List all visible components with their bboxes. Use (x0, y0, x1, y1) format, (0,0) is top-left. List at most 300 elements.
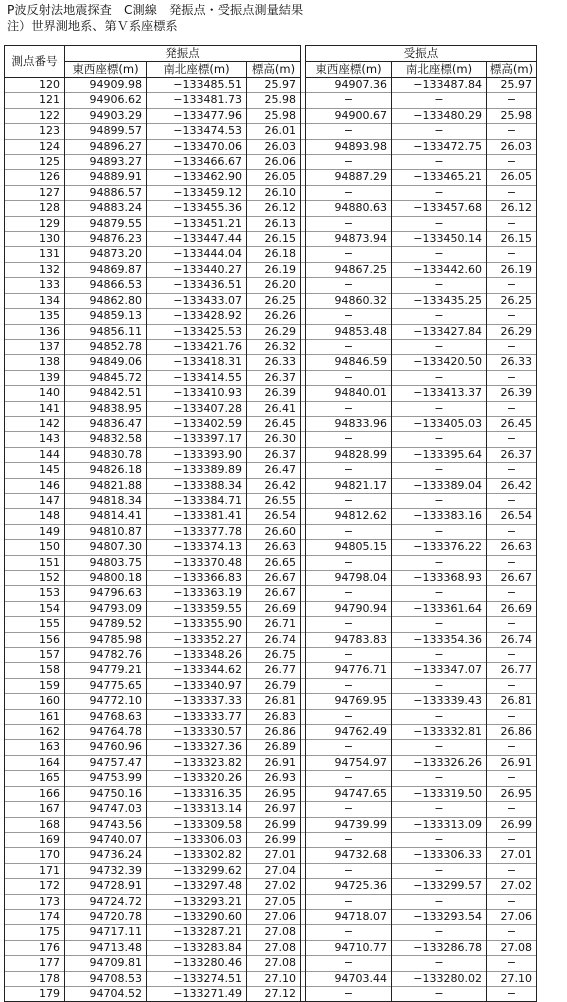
source-east-cell: 94743.56 (65, 817, 147, 832)
receiver-elevation-cell: 26.05 (487, 170, 537, 185)
source-north-cell: −133459.12 (147, 185, 247, 200)
source-elevation-cell: 26.79 (247, 678, 301, 693)
receiver-elevation-cell: 27.02 (487, 879, 537, 894)
source-elevation-cell: 26.18 (247, 247, 301, 262)
receiver-north-cell: − (392, 894, 487, 909)
source-east-cell: 94782.76 (65, 648, 147, 663)
source-north-cell: −133290.60 (147, 909, 247, 924)
station-number-cell: 150 (5, 540, 65, 555)
receiver-east-cell: − (306, 555, 392, 570)
source-east-cell: 94717.11 (65, 925, 147, 940)
receiver-elevation-cell: − (487, 278, 537, 293)
receiver-north-cell: − (392, 555, 487, 570)
table-row (5, 93, 537, 108)
source-east-cell: 94852.78 (65, 339, 147, 354)
table-row (5, 309, 537, 324)
table-row (5, 78, 537, 93)
station-number-cell: 131 (5, 247, 65, 262)
table-row (5, 771, 537, 786)
table-row (5, 386, 537, 401)
receiver-elevation-cell: 27.01 (487, 848, 537, 863)
station-number-cell: 174 (5, 909, 65, 924)
source-north-cell: −133327.36 (147, 740, 247, 755)
source-north-cell: −133418.31 (147, 355, 247, 370)
receiver-north-cell: − (392, 463, 487, 478)
receiver-north-cell: −133450.14 (392, 232, 487, 247)
source-elevation-cell: 27.12 (247, 986, 301, 1001)
source-east-cell: 94903.29 (65, 108, 147, 123)
receiver-north-cell: − (392, 678, 487, 693)
station-number-cell: 164 (5, 755, 65, 770)
source-north-cell: −133425.53 (147, 324, 247, 339)
source-east-cell: 94757.47 (65, 755, 147, 770)
receiver-north-cell: −133442.60 (392, 262, 487, 277)
source-north-cell: −133348.26 (147, 648, 247, 663)
station-number-cell: 133 (5, 278, 65, 293)
source-east-cell: 94709.81 (65, 956, 147, 971)
table-row (5, 755, 537, 770)
receiver-north-cell: −133420.50 (392, 355, 487, 370)
source-east-cell: 94873.20 (65, 247, 147, 262)
source-elevation-cell: 27.01 (247, 848, 301, 863)
source-elevation-cell: 26.13 (247, 216, 301, 231)
receiver-east-cell: − (306, 709, 392, 724)
source-north-cell: −133462.90 (147, 170, 247, 185)
station-number-cell: 143 (5, 432, 65, 447)
table-row (5, 493, 537, 508)
source-elevation-cell: 26.41 (247, 401, 301, 416)
receiver-east-cell: 94776.71 (306, 663, 392, 678)
receiver-east-cell: − (306, 956, 392, 971)
station-number-cell: 135 (5, 309, 65, 324)
receiver-elevation-cell: 26.69 (487, 601, 537, 616)
source-north-cell: −133293.21 (147, 894, 247, 909)
receiver-north-cell: −133376.22 (392, 540, 487, 555)
source-elevation-cell: 26.19 (247, 262, 301, 277)
source-east-cell: 94830.78 (65, 447, 147, 462)
receiver-north-cell: − (392, 771, 487, 786)
receiver-north-cell: −133280.02 (392, 971, 487, 986)
receiver-elevation-cell: − (487, 493, 537, 508)
source-north-cell: −133477.96 (147, 108, 247, 123)
table-row (5, 725, 537, 740)
source-elevation-cell: 26.25 (247, 293, 301, 308)
receiver-east-cell: − (306, 93, 392, 108)
station-number-cell: 158 (5, 663, 65, 678)
table-row (5, 432, 537, 447)
source-elevation-cell: 26.69 (247, 601, 301, 616)
source-elevation-cell: 27.08 (247, 925, 301, 940)
station-number-cell: 141 (5, 401, 65, 416)
table-body (5, 78, 537, 1002)
source-north-cell: −133330.57 (147, 725, 247, 740)
source-elevation-cell: 26.03 (247, 139, 301, 154)
source-elevation-cell: 25.97 (247, 78, 301, 93)
receiver-east-cell: 94739.99 (306, 817, 392, 832)
receiver-elevation-cell: 26.33 (487, 355, 537, 370)
source-east-cell: 94899.57 (65, 124, 147, 139)
receiver-east-cell: 94790.94 (306, 601, 392, 616)
source-elevation-cell: 26.67 (247, 571, 301, 586)
source-east-cell: 94909.98 (65, 78, 147, 93)
receiver-north-cell: − (392, 247, 487, 262)
source-elevation-cell: 26.30 (247, 432, 301, 447)
source-north-cell: −133297.48 (147, 879, 247, 894)
table-row (5, 416, 537, 431)
station-number-cell: 160 (5, 694, 65, 709)
receiver-north-cell: − (392, 956, 487, 971)
receiver-elevation-cell: − (487, 247, 537, 262)
source-north-cell: −133470.06 (147, 139, 247, 154)
table-row (5, 832, 537, 847)
source-north-cell: −133306.03 (147, 832, 247, 847)
table-row (5, 571, 537, 586)
table-row (5, 555, 537, 570)
receiver-elevation-cell: − (487, 617, 537, 632)
source-east-cell: 94807.30 (65, 540, 147, 555)
col-station-number-header: 測点番号 (5, 46, 65, 78)
station-number-cell: 173 (5, 894, 65, 909)
receiver-elevation-cell: 26.15 (487, 232, 537, 247)
station-number-cell: 138 (5, 355, 65, 370)
receiver-east-cell: − (306, 802, 392, 817)
receiver-elevation-cell: 26.81 (487, 694, 537, 709)
receiver-north-cell: − (392, 124, 487, 139)
station-number-cell: 163 (5, 740, 65, 755)
station-number-cell: 169 (5, 832, 65, 847)
source-elevation-cell: 26.99 (247, 817, 301, 832)
source-elevation-cell: 27.05 (247, 894, 301, 909)
table-row (5, 601, 537, 616)
receiver-elevation-cell: − (487, 986, 537, 1001)
source-north-cell: −133474.53 (147, 124, 247, 139)
receiver-east-header: 東西座標(m) (306, 62, 392, 78)
receiver-elevation-cell: − (487, 432, 537, 447)
source-north-cell: −133271.49 (147, 986, 247, 1001)
source-elevation-cell: 26.26 (247, 309, 301, 324)
receiver-elevation-cell: − (487, 925, 537, 940)
receiver-elevation-cell: − (487, 709, 537, 724)
source-north-cell: −133323.82 (147, 755, 247, 770)
receiver-north-cell: − (392, 863, 487, 878)
receiver-north-cell: −133293.54 (392, 909, 487, 924)
source-east-cell: 94814.41 (65, 509, 147, 524)
source-north-cell: −133366.83 (147, 571, 247, 586)
receiver-elevation-cell: − (487, 802, 537, 817)
source-north-cell: −133455.36 (147, 201, 247, 216)
source-north-cell: −133402.59 (147, 416, 247, 431)
source-north-header: 南北座標(m) (147, 62, 247, 78)
receiver-elevation-cell: 26.45 (487, 416, 537, 431)
receiver-east-cell: − (306, 863, 392, 878)
receiver-north-cell: −133286.78 (392, 940, 487, 955)
survey-table (4, 45, 537, 1002)
source-north-cell: −133340.97 (147, 678, 247, 693)
source-elevation-cell: 27.04 (247, 863, 301, 878)
station-number-cell: 155 (5, 617, 65, 632)
receiver-north-cell: −133465.21 (392, 170, 487, 185)
source-elevation-cell: 26.67 (247, 586, 301, 601)
source-north-cell: −133481.73 (147, 93, 247, 108)
source-elevation-cell: 26.37 (247, 447, 301, 462)
table-row (5, 247, 537, 262)
source-north-cell: −133389.89 (147, 463, 247, 478)
receiver-east-cell: 94893.98 (306, 139, 392, 154)
source-east-cell: 94747.03 (65, 802, 147, 817)
source-north-cell: −133337.33 (147, 694, 247, 709)
table-row (5, 971, 537, 986)
receiver-north-cell: − (392, 740, 487, 755)
table-row (5, 678, 537, 693)
receiver-north-cell: −133299.57 (392, 879, 487, 894)
receiver-east-cell: − (306, 124, 392, 139)
source-north-cell: −133299.62 (147, 863, 247, 878)
receiver-north-cell: −133435.25 (392, 293, 487, 308)
station-number-cell: 121 (5, 93, 65, 108)
receiver-north-cell: − (392, 309, 487, 324)
source-east-cell: 94732.39 (65, 863, 147, 878)
receiver-east-cell: 94805.15 (306, 540, 392, 555)
receiver-north-header: 南北座標(m) (392, 62, 487, 78)
source-east-header: 東西座標(m) (65, 62, 147, 78)
source-elevation-cell: 25.98 (247, 93, 301, 108)
source-north-cell: −133370.48 (147, 555, 247, 570)
source-north-cell: −133316.35 (147, 786, 247, 801)
station-number-cell: 122 (5, 108, 65, 123)
receiver-east-cell: 94840.01 (306, 386, 392, 401)
station-number-cell: 140 (5, 386, 65, 401)
station-number-cell: 172 (5, 879, 65, 894)
table-row (5, 694, 537, 709)
receiver-elevation-cell: − (487, 524, 537, 539)
source-east-cell: 94724.72 (65, 894, 147, 909)
receiver-elevation-cell: 26.29 (487, 324, 537, 339)
receiver-elevation-cell: − (487, 339, 537, 354)
receiver-elevation-cell: 26.12 (487, 201, 537, 216)
source-east-cell: 94760.96 (65, 740, 147, 755)
source-north-cell: −133280.46 (147, 956, 247, 971)
source-elevation-cell: 27.06 (247, 909, 301, 924)
receiver-east-cell: − (306, 524, 392, 539)
table-row (5, 540, 537, 555)
receiver-north-cell: −133354.36 (392, 632, 487, 647)
receiver-north-cell: − (392, 617, 487, 632)
source-north-cell: −133410.93 (147, 386, 247, 401)
receiver-elevation-cell: − (487, 648, 537, 663)
source-east-cell: 94810.87 (65, 524, 147, 539)
receiver-elevation-cell: − (487, 586, 537, 601)
source-east-cell: 94708.53 (65, 971, 147, 986)
receiver-east-cell: − (306, 617, 392, 632)
table-row (5, 956, 537, 971)
source-north-cell: −133384.71 (147, 493, 247, 508)
receiver-east-cell: − (306, 401, 392, 416)
source-east-cell: 94896.27 (65, 139, 147, 154)
source-north-cell: −133313.14 (147, 802, 247, 817)
source-east-cell: 94764.78 (65, 725, 147, 740)
receiver-elevation-cell: − (487, 216, 537, 231)
source-elevation-cell: 26.39 (247, 386, 301, 401)
source-east-cell: 94736.24 (65, 848, 147, 863)
station-number-cell: 154 (5, 601, 65, 616)
receiver-east-cell: 94718.07 (306, 909, 392, 924)
receiver-north-cell: −133339.43 (392, 694, 487, 709)
table-row (5, 463, 537, 478)
coordinate-note: 注）世界測地系、第Ｖ系座標系 (7, 19, 178, 33)
source-elevation-cell: 26.47 (247, 463, 301, 478)
receiver-east-cell: − (306, 493, 392, 508)
source-east-cell: 94753.99 (65, 771, 147, 786)
source-east-cell: 94803.75 (65, 555, 147, 570)
table-row (5, 986, 537, 1001)
receiver-east-cell: 94867.25 (306, 262, 392, 277)
source-east-cell: 94876.23 (65, 232, 147, 247)
station-number-cell: 132 (5, 262, 65, 277)
receiver-north-cell: −133306.33 (392, 848, 487, 863)
source-point-header: 発振点 (65, 46, 301, 62)
source-elevation-cell: 26.91 (247, 755, 301, 770)
receiver-east-cell: − (306, 339, 392, 354)
receiver-east-cell: 94732.68 (306, 848, 392, 863)
source-north-cell: −133377.78 (147, 524, 247, 539)
source-elevation-cell: 26.33 (247, 355, 301, 370)
receiver-north-cell: −133319.50 (392, 786, 487, 801)
receiver-east-cell: 94873.94 (306, 232, 392, 247)
table-row (5, 216, 537, 231)
receiver-north-cell: − (392, 278, 487, 293)
station-number-cell: 161 (5, 709, 65, 724)
station-number-cell: 142 (5, 416, 65, 431)
receiver-elevation-cell: − (487, 309, 537, 324)
source-elevation-cell: 26.55 (247, 493, 301, 508)
source-north-cell: −133444.04 (147, 247, 247, 262)
receiver-north-cell: −133405.03 (392, 416, 487, 431)
station-number-cell: 175 (5, 925, 65, 940)
source-east-cell: 94832.58 (65, 432, 147, 447)
receiver-north-cell: − (392, 339, 487, 354)
table-row (5, 909, 537, 924)
receiver-north-cell: − (392, 709, 487, 724)
receiver-east-cell: 94754.97 (306, 755, 392, 770)
receiver-north-cell: −133389.04 (392, 478, 487, 493)
receiver-north-cell: −133332.81 (392, 725, 487, 740)
station-number-cell: 125 (5, 155, 65, 170)
receiver-east-cell: 94703.44 (306, 971, 392, 986)
source-elevation-cell: 26.97 (247, 802, 301, 817)
receiver-north-cell: −133427.84 (392, 324, 487, 339)
source-elevation-cell: 26.86 (247, 725, 301, 740)
source-east-cell: 94704.52 (65, 986, 147, 1001)
receiver-north-cell: −133326.26 (392, 755, 487, 770)
station-number-cell: 148 (5, 509, 65, 524)
source-elevation-cell: 26.10 (247, 185, 301, 200)
receiver-north-cell: − (392, 925, 487, 940)
source-east-cell: 94772.10 (65, 694, 147, 709)
source-east-cell: 94849.06 (65, 355, 147, 370)
source-elevation-cell: 26.29 (247, 324, 301, 339)
source-elevation-cell: 26.06 (247, 155, 301, 170)
source-east-cell: 94886.57 (65, 185, 147, 200)
source-elevation-cell: 26.32 (247, 339, 301, 354)
receiver-elevation-cell: 26.25 (487, 293, 537, 308)
station-number-cell: 144 (5, 447, 65, 462)
source-elevation-cell: 26.89 (247, 740, 301, 755)
station-number-cell: 162 (5, 725, 65, 740)
station-number-cell: 136 (5, 324, 65, 339)
receiver-east-cell: 94747.65 (306, 786, 392, 801)
receiver-elevation-cell: 26.99 (487, 817, 537, 832)
receiver-elevation-cell: 27.06 (487, 909, 537, 924)
receiver-north-cell: − (392, 586, 487, 601)
receiver-east-cell: 94887.29 (306, 170, 392, 185)
receiver-north-cell: −133395.64 (392, 447, 487, 462)
receiver-north-cell: −133368.93 (392, 571, 487, 586)
receiver-elevation-header: 標高(m) (487, 62, 537, 78)
source-elevation-cell: 26.15 (247, 232, 301, 247)
source-north-cell: −133397.17 (147, 432, 247, 447)
receiver-east-cell: 94833.96 (306, 416, 392, 431)
source-north-cell: −133355.90 (147, 617, 247, 632)
receiver-east-cell: 94828.99 (306, 447, 392, 462)
source-elevation-cell: 26.05 (247, 170, 301, 185)
receiver-elevation-cell: 26.95 (487, 786, 537, 801)
receiver-north-cell: − (392, 370, 487, 385)
receiver-east-cell: 94907.36 (306, 78, 392, 93)
source-elevation-cell: 26.54 (247, 509, 301, 524)
station-number-cell: 159 (5, 678, 65, 693)
source-east-cell: 94893.27 (65, 155, 147, 170)
source-north-cell: −133381.41 (147, 509, 247, 524)
station-number-cell: 149 (5, 524, 65, 539)
receiver-east-cell: − (306, 678, 392, 693)
station-number-cell: 168 (5, 817, 65, 832)
source-north-cell: −133283.84 (147, 940, 247, 955)
station-number-cell: 165 (5, 771, 65, 786)
station-number-cell: 170 (5, 848, 65, 863)
station-number-cell: 171 (5, 863, 65, 878)
receiver-north-cell: − (392, 216, 487, 231)
source-north-cell: −133393.90 (147, 447, 247, 462)
receiver-east-cell: − (306, 216, 392, 231)
receiver-north-cell: −133480.29 (392, 108, 487, 123)
source-east-cell: 94728.91 (65, 879, 147, 894)
table-row (5, 894, 537, 909)
receiver-north-cell: − (392, 493, 487, 508)
source-east-cell: 94879.55 (65, 216, 147, 231)
source-east-cell: 94862.80 (65, 293, 147, 308)
table-row (5, 139, 537, 154)
source-east-cell: 94883.24 (65, 201, 147, 216)
table-row (5, 786, 537, 801)
source-north-cell: −133388.34 (147, 478, 247, 493)
receiver-elevation-cell: 27.08 (487, 940, 537, 955)
station-number-cell: 139 (5, 370, 65, 385)
source-east-cell: 94789.52 (65, 617, 147, 632)
table-row (5, 355, 537, 370)
table-row (5, 709, 537, 724)
table-row (5, 740, 537, 755)
source-elevation-cell: 26.01 (247, 124, 301, 139)
station-number-cell: 129 (5, 216, 65, 231)
receiver-north-cell: − (392, 401, 487, 416)
source-east-cell: 94859.13 (65, 309, 147, 324)
station-number-cell: 127 (5, 185, 65, 200)
table-row (5, 155, 537, 170)
table-row (5, 524, 537, 539)
receiver-elevation-cell: 26.63 (487, 540, 537, 555)
source-east-cell: 94836.47 (65, 416, 147, 431)
receiver-elevation-cell: − (487, 678, 537, 693)
